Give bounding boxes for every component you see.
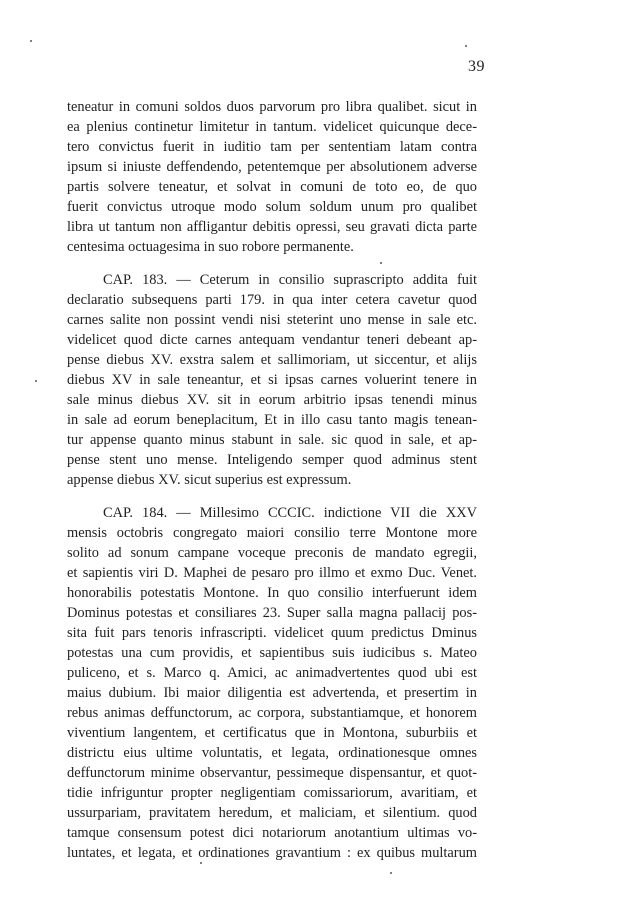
text-line: rebus animas deffunctorum, ac corpora, substantiamque, et honorem <box>67 705 477 721</box>
scan-speck <box>380 262 382 264</box>
text-line: sale minus diebus XV. sit in eorum arbitrio ipsas tenendi minus <box>67 392 477 408</box>
text-line: viventium langentem, et certificatus que in Montona, suburbiis et <box>67 725 477 741</box>
text-line: carnes salite non possint vendi nisi steterint uno mense in sale etc. <box>67 312 477 328</box>
text-line: pense diebus XV. exstra salem et sallimoriam, ut siccentur, et alijs <box>67 352 477 368</box>
text-line: et sapientis viri D. Maphei de pesaro pro illmo et exmo Duc. Venet. <box>67 565 477 581</box>
text-line: ussurpariam, pravitatem heredum, et maliciam, et silentium. quod <box>67 805 477 821</box>
page-number: 39 <box>468 58 485 75</box>
text-line: ea plenius continetur limitetur in tantum. videlicet quicunque dece- <box>67 119 477 135</box>
text-line: videlicet quod dicte carnes antequam vendantur teneri debeant ap- <box>67 332 477 348</box>
text-line: tidie infriguntur propter negligentiam comissariorum, avaritiam, et <box>67 785 477 801</box>
text-line: mensis octobris congregato maiori consilio terre Montone more <box>67 525 477 541</box>
scan-speck <box>390 872 392 874</box>
scan-speck <box>30 40 32 42</box>
text-line: ipsum si iniuste deffendendo, petentemque per absolutionem adverse <box>67 159 477 175</box>
text-line: appense diebus XV. sicut superius est expressum. <box>67 472 352 488</box>
text-line: puliceno, et s. Marco q. Amici, ac animadvertentes quod ubi est <box>67 665 477 681</box>
text-line: in sale ad eorum beneplacitum, Et in illo casu tanto magis tenean- <box>67 412 477 428</box>
text-line: tur appense quanto minus stabunt in sale. sic quod in sale, et ap- <box>67 432 477 448</box>
text-line: deffunctorum minime observantur, pessimeque dispensantur, et quot- <box>67 765 477 781</box>
text-line: honorabilis potestatis Montone. In quo consilio interfuerunt idem <box>67 585 477 601</box>
text-line: pense stent uno mense. Inteligendo semper quod adminus stent <box>67 452 477 468</box>
text-line: partis solvere teneatur, et solvat in comuni de toto eo, de quo <box>67 179 477 195</box>
scan-speck <box>465 45 467 47</box>
text-line: potestas una cum providis, et sapientibus suis iudicibus s. Mateo <box>67 645 477 661</box>
text-line: diebus XV in sale teneantur, et si ipsas carnes voluerint tenere in <box>67 372 477 388</box>
text-line: solito ad sonum campane voceque preconis de mandato egregii, <box>67 545 477 561</box>
text-line: centesima octuagesima in suo robore permanente. <box>67 239 354 255</box>
text-line: Dominus potestas et consiliares 23. Super salla magna pallacij pos- <box>67 605 477 621</box>
text-line: maius dubium. Ibi maior diligentia est advertenda, et presertim in <box>67 685 477 701</box>
chapter-heading-line: CAP. 184. — Millesimo CCCIC. indictione VII die XXV <box>103 505 477 521</box>
text-line: luntates, et legata, et ordinationes gravantium : ex quibus multarum <box>67 845 477 861</box>
text-line: fuerit convictus utroque modo solum soldum unum pro qualibet <box>67 199 477 215</box>
text-line: tamque consensum potest dici notariorum anotantium ultimas vo- <box>67 825 477 841</box>
chapter-heading-line: CAP. 183. — Ceterum in consilio suprascripto addita fuit <box>103 272 477 288</box>
text-line: declaratio subsequens parti 179. in qua inter cetera cavetur quod <box>67 292 477 308</box>
scan-speck <box>35 380 37 382</box>
text-line: districtu eius ultime voluntatis, et legata, ordinationesque omnes <box>67 745 477 761</box>
scan-speck <box>200 862 202 864</box>
text-line: teneatur in comuni soldos duos parvorum pro libra qualibet. sicut in <box>67 99 477 115</box>
text-line: sita fuit pars tenoris infrascripti. videlicet quum predictus Dminus <box>67 625 477 641</box>
text-line: tero convictus fuerit in iuditio tam per sententiam latam contra <box>67 139 477 155</box>
text-line: libra ut tantum non affligantur debitis opressi, seu gravati dicta parte <box>67 219 477 235</box>
